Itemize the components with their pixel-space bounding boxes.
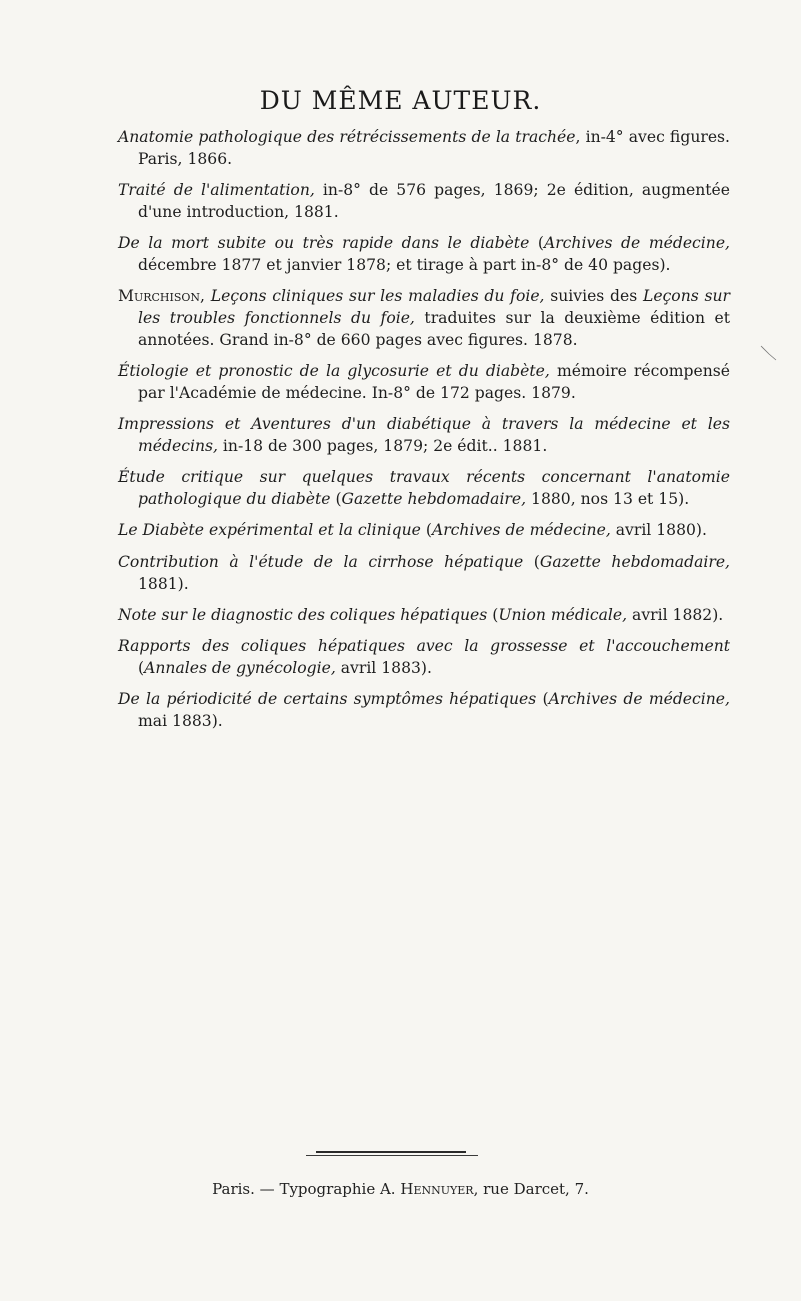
bibliography-entry	[118, 552, 730, 596]
entry-journal: Archives de médecine,	[431, 521, 611, 540]
divider-rule	[316, 1151, 466, 1153]
entry-journal: Archives de médecine,	[543, 234, 730, 253]
entry-journal: Annales de gynécologie,	[144, 658, 336, 677]
bibliography-entry	[118, 520, 730, 542]
page-heading: DU MÊME AUTEUR.	[259, 86, 542, 115]
entry-title: De la périodicité de certains symptômes hépatiques	[118, 690, 537, 709]
entry-details-2: avril 1883).	[335, 658, 432, 677]
bibliography-entry	[118, 636, 730, 680]
bibliography-entry	[118, 127, 730, 171]
entry-journal: Gazette hebdomadaire,	[539, 552, 731, 571]
bibliography-entry	[118, 180, 730, 224]
bibliography-entry	[118, 414, 730, 458]
entry-subtitle: Leçons sur les troubles fonctionnels du foie,	[138, 287, 730, 328]
entry-journal: Archives de médecine,	[548, 690, 730, 709]
entry-details: mémoire récompensé par l'Académie de médecine. In-8° de 172 pages. 1879.	[138, 362, 730, 402]
entry-details: (	[138, 658, 145, 677]
printer-imprint	[0, 1180, 801, 1198]
entry-details: , in-4° avec figures. Paris, 1866.	[138, 128, 731, 168]
entry-journal: Gazette hebdomadaire,	[341, 490, 527, 509]
entry-details-2: décembre 1877 et janvier 1878; et tirage à part in-8° de 40 pages).	[138, 255, 671, 274]
bibliography-entry	[118, 689, 730, 733]
entry-title: Étude critique sur quelques travaux récents concernant l'anatomie pathologique du diabète	[118, 468, 730, 509]
entry-title: Contribution à l'étude de la cirrhose hépatique	[118, 552, 524, 571]
entry-title: Leçons cliniques sur les maladies du foie,	[210, 287, 545, 306]
bibliography-entry	[118, 361, 730, 405]
entry-title: Le Diabète expérimental et la clinique	[118, 521, 421, 540]
imprint-address: rue Darcet, 7.	[483, 1180, 589, 1198]
entry-details-2: avril 1882).	[627, 605, 724, 624]
entry-details: (	[523, 552, 540, 571]
entry-details: in-8° de 576 pages, 1869; 2e édition, augmentée d'une introduction, 1881.	[138, 181, 730, 221]
entry-title: Impressions et Aventures d'un diabétique à travers la médecine et les médecins,	[118, 415, 730, 456]
entry-title: Anatomie pathologique des rétrécissements de la trachée	[118, 128, 576, 146]
entry-details-2: traduites sur la deuxième édition et annotées. Grand in-8° de 660 pages avec figures. 1878.	[138, 309, 730, 349]
entry-details: suivies des	[544, 287, 643, 306]
entry-title: Traité de l'alimentation,	[118, 181, 315, 200]
bibliography-entry	[118, 605, 730, 627]
margin-tick-mark	[760, 345, 778, 363]
entry-journal: Union médicale,	[498, 605, 628, 624]
entry-details: (	[330, 490, 342, 509]
entry-details: (	[536, 690, 549, 709]
entry-details-2: 1881).	[138, 574, 189, 593]
bibliography-entry	[118, 286, 730, 351]
imprint-city: Paris.	[212, 1180, 255, 1198]
imprint-printer-name: Hennuyer,	[400, 1180, 479, 1198]
divider-rule-thin	[306, 1155, 478, 1156]
entry-details-2: avril 1880).	[610, 521, 707, 540]
imprint-dash: —	[259, 1180, 275, 1198]
entry-details-2: mai 1883).	[138, 712, 223, 731]
entry-title: Étiologie et pronostic de la glycosurie et du diabète,	[118, 362, 550, 381]
entry-author: Murchison,	[118, 287, 206, 306]
entry-title: Note sur le diagnostic des coliques hépatiques	[118, 605, 488, 624]
entry-details: (	[529, 234, 544, 253]
bibliography-entry	[118, 467, 730, 511]
bibliography-entry	[118, 233, 730, 277]
imprint-printer: Typographie A.	[279, 1180, 396, 1198]
bibliography-list	[118, 127, 730, 742]
entry-details: (	[420, 521, 432, 540]
entry-details-2: 1880, nos 13 et 15).	[526, 490, 690, 509]
entry-title: Rapports des coliques hépatiques avec la grossesse et l'accouchement	[118, 637, 730, 656]
entry-title: De la mort subite ou très rapide dans le diabète	[118, 234, 530, 253]
entry-details: in-18 de 300 pages, 1879; 2e édit.. 1881.	[217, 437, 548, 456]
entry-details: (	[487, 605, 499, 624]
